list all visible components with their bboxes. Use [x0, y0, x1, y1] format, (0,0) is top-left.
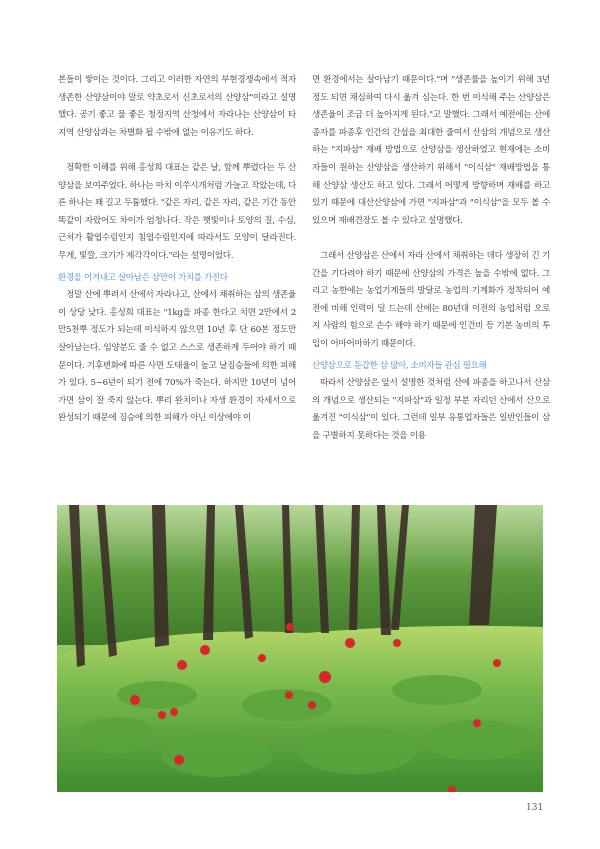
left-column	[58, 72, 296, 428]
section-heading-environment: 환경을 이겨내고 살아남은 삼만이 가치를 가진다	[58, 272, 228, 283]
section-heading-consumer: 산양삼으로 둔갑한 삼 많아, 소비자들 관심 필요해	[312, 360, 487, 371]
ginseng-forest-photo	[57, 505, 543, 792]
right-paragraph-2: 그래서 산양삼은 산에서 자라 산에서 채취하는 데다 생장히 긴 기간을 기다려야 하기 때문에 산양삼의 가격은 높을 수밖에 없다. 그리고 농한에는 농업기계들의 발달로 농업의 기계화가 정착되어 예전에 비해 인력이 덜 드는데 산에는 80년대 이전의 농업처럼 오로지 사람의 힘으로 손수 해야 하기 때문에 인건비 등 기본 농비의 투입이 어마어마하기 때문이다.	[312, 250, 550, 349]
right-paragraph-3: 따라서 산양삼은 앞서 설명한 것처럼 산에 파종을 하고나서 산삼의 개념으로 생산되는 "지파삼"과 일정 부분 자리던 산에서 산으로 옮겨진 "이식삼"이 있다. 그런데 일부 유통업자들은 일반인들이 삼을 구별하지 못하다는 것을 이용	[312, 378, 550, 441]
page-number: 131	[526, 803, 544, 813]
right-paragraph-1: 면 환경에서는 살아남기 때문이다."며 "생존률을 높이기 위해 3년 정도 되면 채심하여 다시 옮겨 심는다. 한 번 이식해 주는 산양삼은 생존율이 조금 더 높아지게 된다."고 말했다. 그래서 예전에는 산에 종자를 파종후 인간의 간섭을 최대한 줄여서 산삼의 개념으로 생산하는 "지파삼" 재배 방법으로 산양삼을 생산하였고 현재에는 소비자들이 원하는 산양삼을 생산하기 위해서 "이식삼" 재배방법을 통해 산양삼 생산도 하고 있다. 그래서 어떻게 방향하며 재배를 하고 있기 때문에 대산산양삼에 가면 "지파삼"과 "이식삼"을 모두 볼 수 있으며 재배견장도 볼 수 있다고 설명했다.	[312, 75, 550, 226]
left-paragraph-2: 정확한 이해를 위해 홍성희 대표는 같은 날, 함께 뿌렸다는 두 산양삼을 보여주었다. 하나는 마치 이쑤시개처럼 가늘고 작았는데, 다른 하나는 꽤 길고 두툼했다. "같은 자리, 같은 자리, 같은 기간 동안 똑같이 자랐어도 차이가 엄청나다. 작은 햇빛이나 토양의 질, 수심, 근처가 활엽수림인지 침엽수림인지에 따라서도 모양이 달라진다. 무게, 빛깔, 크기가 제각각이다."라는 설명이었다.	[58, 162, 296, 261]
left-paragraph-3: 정말 산에 뿌려서 산에서 자라나고, 산에서 채취하는 삼의 생존율이 상당 낮다. 홍성희 대표는 "1kg을 파종 한다고 치면 2만에서 2만5천뿌 정도가 되는데 이식하지 않으면 10년 후 단 60본 정도만 살아남는다. 임양분도 줄 수 없고 스스로 생존하게 두어야 하기 때문이다. 기후변화에 따른 사면 도태율이 높고 날짐승들에 의한 피해가 있다. 5~6년이 되기 전에 70%가 죽는다. 하지만 10년이 넘어가면 삼이 잘 죽지 않는다. 뿌리 완치이나 자생 환경이 자세서으로 완성되기 때문에 짐승에 의한 피해가 아닌 이상에야 이	[58, 290, 296, 424]
right-column	[312, 72, 550, 445]
left-paragraph-1: 본들이 쌓이는 것이다. 그리고 이러한 자연의 부현경쟁속에서 적자생존한 산양삼이야 말로 약초로서 신초로서의 산양삼"이라고 설명했다. 공기 좋고 물 좋은 청정지역 산청에서 자라나는 산양삼이 타 지역 산양삼과는 차별화 될 수밖에 없는 이유기도 하다.	[58, 75, 296, 138]
forest-illustration	[57, 505, 543, 792]
